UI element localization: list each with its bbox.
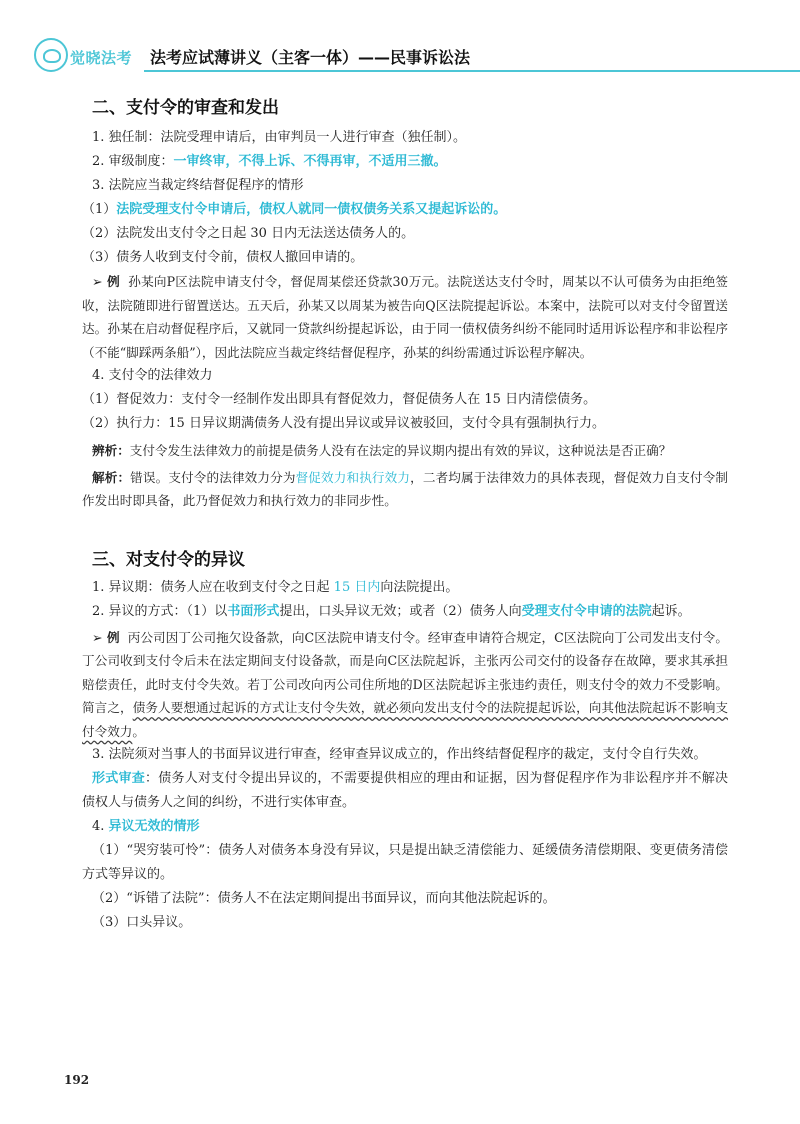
highlight-text: 一审终审，不得上诉、不得再审，不适用三撤。 <box>173 154 447 169</box>
paragraph: （1）“哭穷装可怜”：债务人对债务本身没有异议，只是提出缺乏清偿能力、延缓债务清偿期限、变更债务清偿方式等异议的。 <box>82 843 728 882</box>
paragraph: 1. 异议期：债务人应在收到支付令之日起 15 日内向法院提出。 <box>92 579 459 595</box>
page-number: 192 <box>64 1073 90 1087</box>
paragraph: 1. 独任制：法院受理申请后，由审判员一人进行审查（独任制）。 <box>92 130 467 145</box>
paragraph: （3）债务人收到支付令前，债权人撤回申请的。 <box>82 250 364 265</box>
question-block: 辨析：支付令发生法律效力的前提是债务人没有在法定的异议期内提出有效的异议，这种说法是否正确？ <box>92 443 672 458</box>
highlight-text: 异议无效的情形 <box>108 819 200 834</box>
paragraph: （2）法院发出支付令之日起 30 日内无法送达债务人的。 <box>82 226 415 241</box>
highlight-text: 督促效力和执行效力 <box>295 469 411 485</box>
highlight-text: 受理支付令申请的法院 <box>521 603 652 619</box>
answer-block: 解析：错误。支付令的法律效力分为督促效力和执行效力，二者均属于法律效力的具体表现，督促效力自支付令制作发出时即具备，此乃督促效力和执行效力的非同步性。 <box>82 469 729 508</box>
paragraph: （3）口头异议。 <box>92 915 192 930</box>
header-rule <box>144 70 800 72</box>
highlight-text: 15 日内 <box>333 579 381 595</box>
answer-label: 解析： <box>92 469 131 485</box>
paragraph: 3. 法院应当裁定终结督促程序的情形 <box>92 178 304 193</box>
paragraph: （2）“诉错了法院”：债务人不在法定期间提出书面异议，而向其他法院起诉的。 <box>92 891 556 906</box>
highlight-text: 形式审查 <box>92 771 146 786</box>
wavy-underline-text: 债务人要想通过起诉的方式让支付令失效，就必须向发出支付令的法院提起诉讼，向其他法院起诉不影响支付令效力 <box>82 700 729 739</box>
paragraph: （2）执行力：15 日异议期满债务人没有提出异议或异议被驳回，支付令具有强制执行力。 <box>82 416 605 431</box>
paragraph: （1）督促效力：支付令一经制作发出即具有督促效力，督促债务人在 15 日内清偿债务。 <box>82 392 597 407</box>
logo-icon <box>34 38 68 72</box>
page-content <box>82 88 729 935</box>
logo-text: 觉晓法考 <box>70 49 133 67</box>
paragraph: 4. 异议无效的情形 <box>92 819 200 834</box>
paragraph: 形式审查：债务人对支付令提出异议的，不需要提供相应的理由和证据，因为督促程序作为非讼程序并不解决债权人与债务人之间的纠纷，不进行实体审查。 <box>82 771 728 810</box>
paragraph: 4. 支付令的法律效力 <box>92 368 213 383</box>
example-block: ➢ 例 孙某向P区法院申请支付令，督促周某偿还贷款30万元。法院送达支付令时，周某以不认可债务为由拒绝签收，法院随即进行留置送达。五天后，孙某又以周某为被告向Q区法院提起诉讼。本案中，法院可以对支付令留置送达。孙某在启动督促程序后，又就同一贷款纠纷提起诉讼，由于同一债权债务纠纷不能同时适用诉讼程序和非讼程序（不能“脚踩两条船”），因此法院应当裁定终结督促程序，孙某的纠纷需通过诉讼程序解决。 <box>82 274 729 360</box>
header-title: 法考应试薄讲义（主客一体）——民事诉讼法 <box>150 48 471 67</box>
paragraph: （1）法院受理支付令申请后，债权人就同一债权债务关系又提起诉讼的。 <box>82 202 507 217</box>
paragraph: 2. 审级制度：一审终审，不得上诉、不得再审，不适用三撤。 <box>92 154 447 169</box>
page-header <box>0 0 800 74</box>
highlight-text: 法院受理支付令申请后，债权人就同一债权债务关系又提起诉讼的。 <box>116 202 507 217</box>
example-label: ➢ 例 <box>92 274 120 289</box>
question-label: 辨析： <box>92 443 130 458</box>
example-label: ➢ 例 <box>92 629 120 645</box>
section-title: 二、支付令的审查和发出 <box>92 98 279 118</box>
example-block: ➢ 例 丙公司因丁公司拖欠设备款，向C区法院申请支付令。经审查申请符合规定，C区法院向丁公司发出支付令。丁公司收到支付令后未在法定期间支付设备款，而是向C区法院起诉，主张丙公司交付的设备存在故障，要求其承担赔偿责任，此时支付令失效。若丁公司改向丙公司住所地的D区法院起诉主张违约责任，则支付令的效力不受影响。简言之，债务人要想通过起诉的方式让支付令失效，就必须向发出支付令的法院提起诉讼，向其他法院起诉不影响支付令效力。 <box>82 629 729 739</box>
section-title: 三、对支付令的异议 <box>92 549 245 570</box>
paragraph: 3. 法院须对当事人的书面异议进行审查，经审查异议成立的，作出终结督促程序的裁定，支付令自行失效。 <box>92 747 707 762</box>
highlight-text: 书面形式 <box>227 603 280 619</box>
paragraph: 2. 异议的方式：（1）以书面形式提出，口头异议无效；或者（2）债务人向受理支付令申请的法院起诉。 <box>92 603 691 619</box>
